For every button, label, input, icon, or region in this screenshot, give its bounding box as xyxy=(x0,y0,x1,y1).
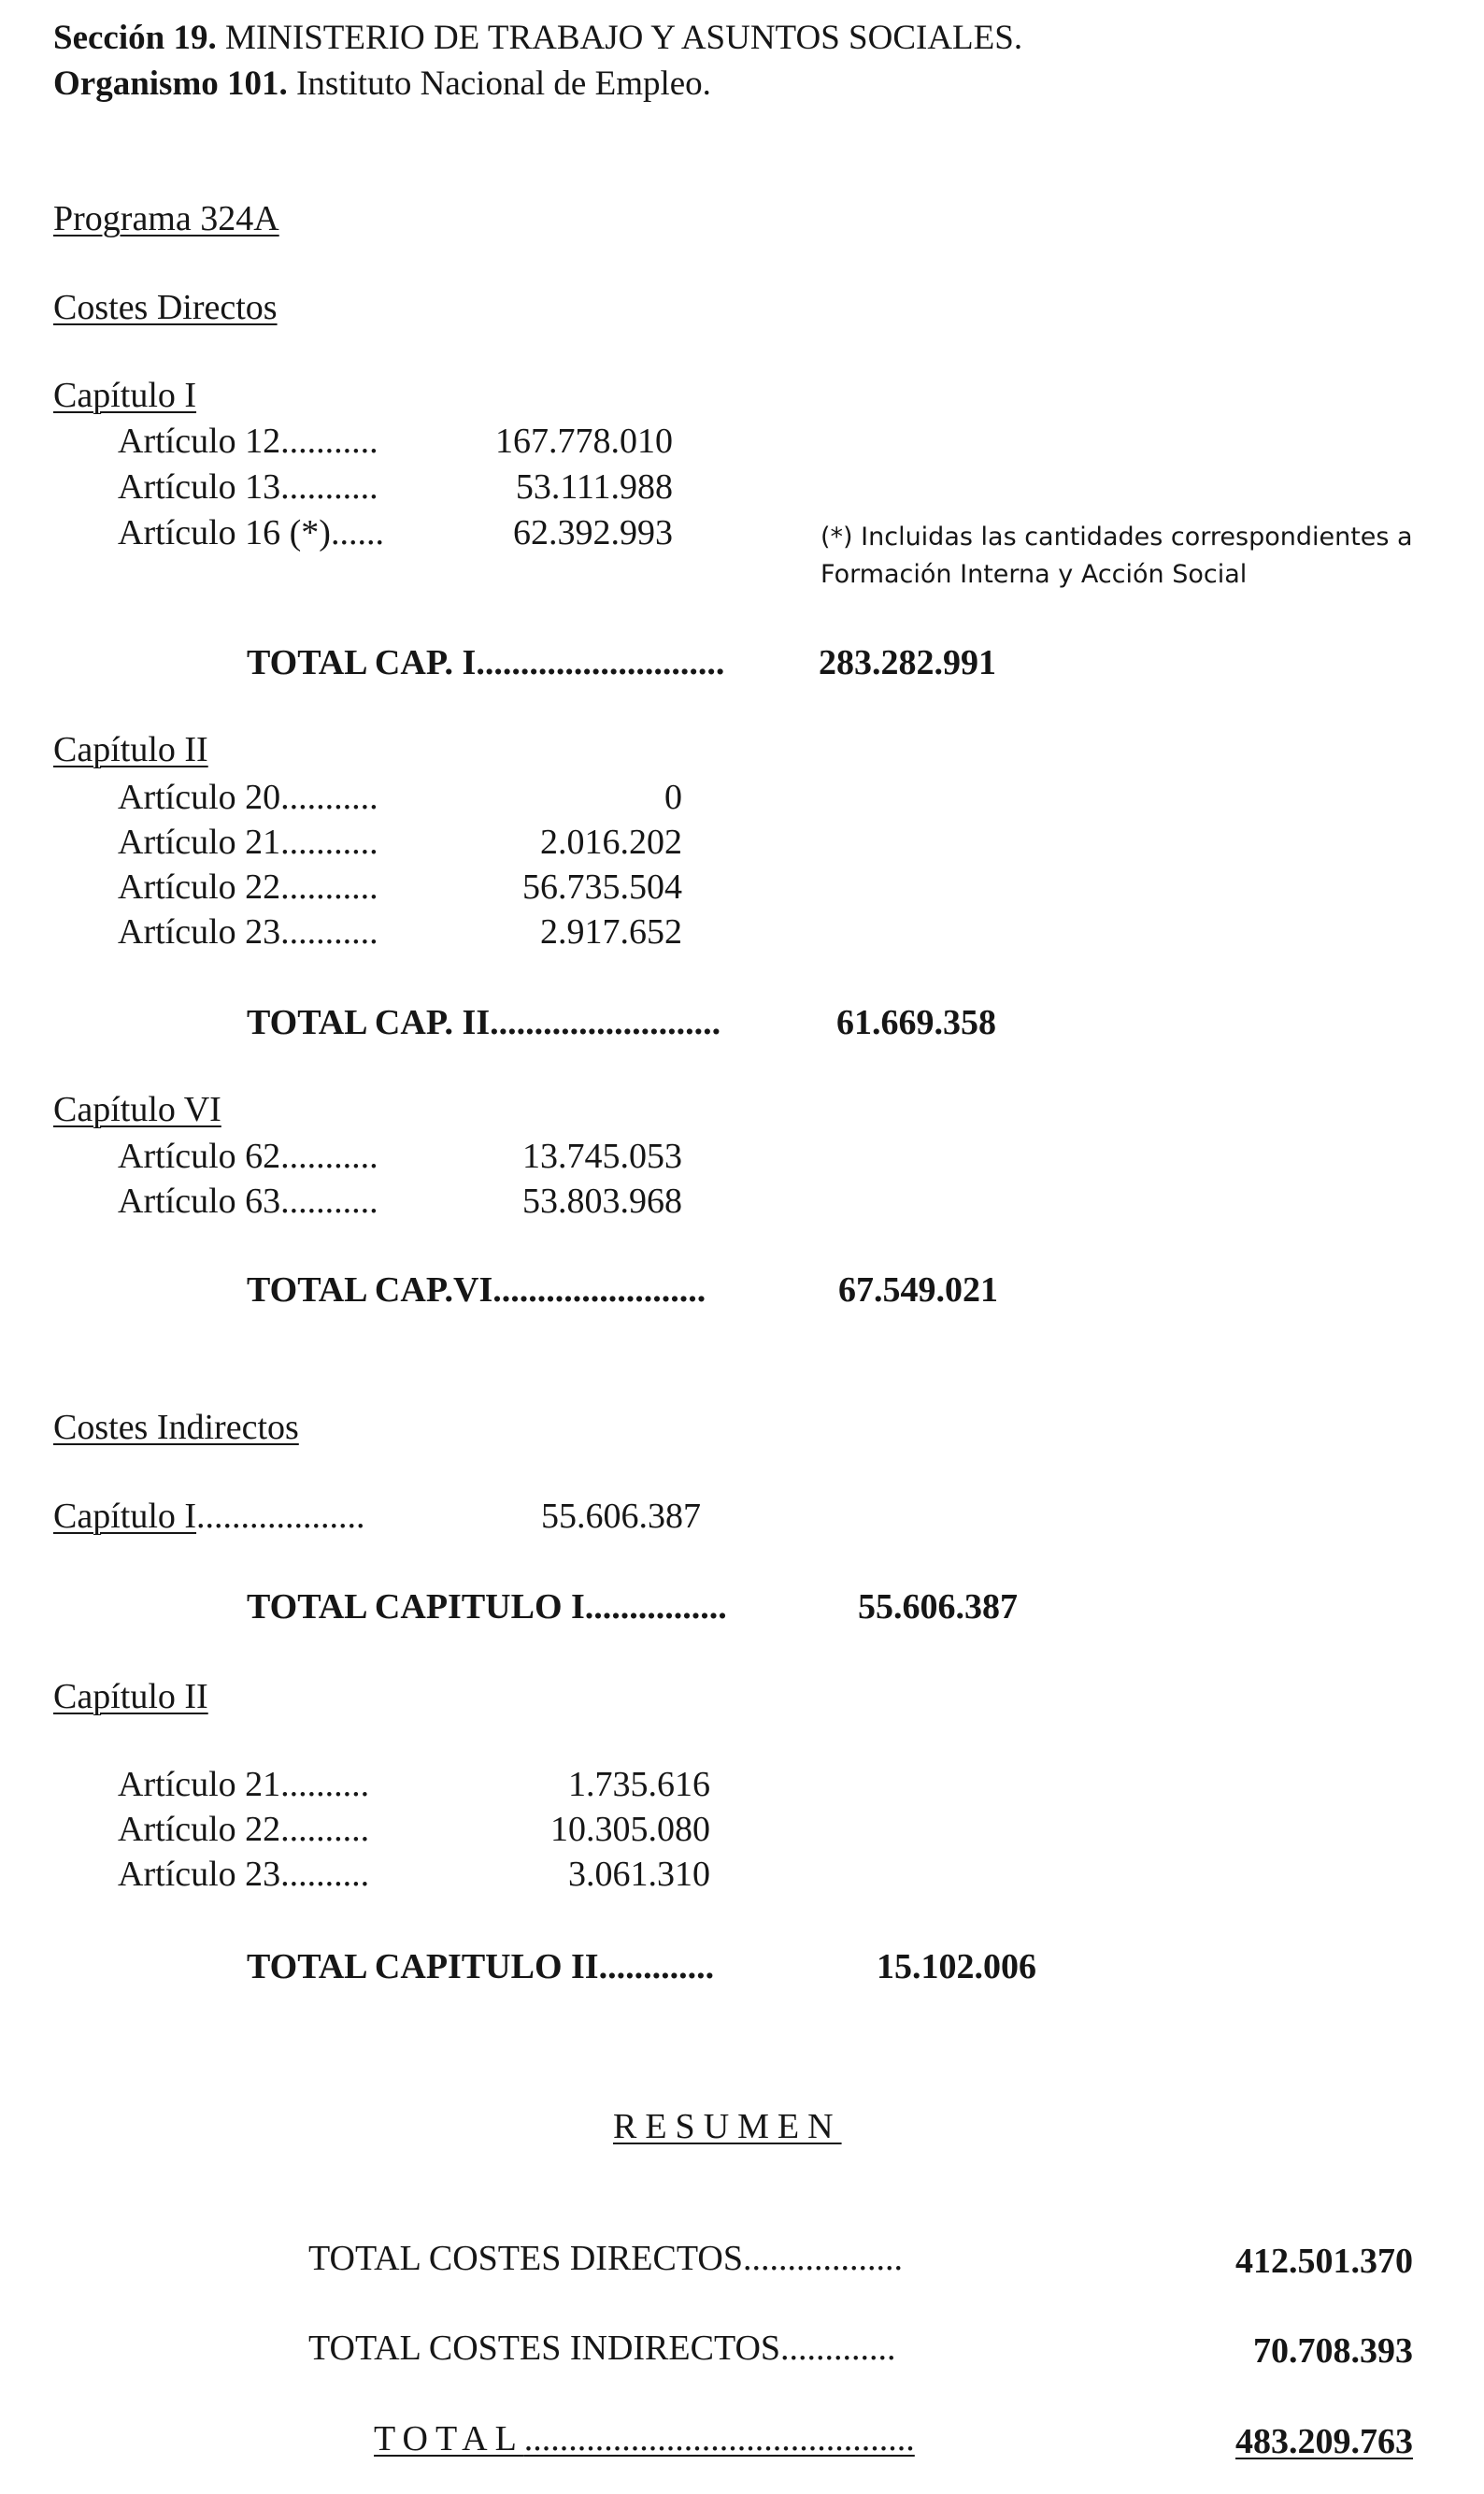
cd-capitulo-1-heading: Capítulo I xyxy=(53,376,197,415)
article-label: Artículo 12........... xyxy=(118,422,378,461)
article-value: 0 xyxy=(664,778,682,817)
costes-indirectos-heading: Costes Indirectos xyxy=(53,1408,299,1447)
article-value: 13.745.053 xyxy=(522,1137,682,1176)
organismo-line xyxy=(53,66,711,101)
article-value: 10.305.080 xyxy=(550,1810,710,1849)
total-costes-directos-value: 412.501.370 xyxy=(1235,2242,1413,2281)
grand-total-value: 483.209.763 xyxy=(1235,2422,1413,2461)
ci-capitulo-1-heading: Capítulo I xyxy=(53,1497,197,1536)
seccion-label: Sección 19. xyxy=(53,19,217,57)
total-cap-6-label: TOTAL CAP.VI........................ xyxy=(247,1270,706,1310)
ci-capitulo-1-line xyxy=(53,1498,365,1534)
article-label: Artículo 23.......... xyxy=(118,1855,370,1894)
total-capitulo-1-label: TOTAL CAPITULO I................ xyxy=(247,1587,727,1627)
total-costes-indirectos-value: 70.708.393 xyxy=(1253,2331,1413,2371)
total-cap-2-label: TOTAL CAP. II.......................... xyxy=(247,1003,721,1042)
ci-capitulo-1-value: 55.606.387 xyxy=(541,1497,701,1536)
grand-total-label: TOTAL xyxy=(374,2419,524,2458)
dot-leader: ............................................ xyxy=(523,2419,915,2458)
total-cap-1-value: 283.282.991 xyxy=(819,643,996,682)
article-value: 62.392.993 xyxy=(513,513,673,552)
article-label: Artículo 63........... xyxy=(118,1182,378,1221)
article-label: Artículo 22.......... xyxy=(118,1810,370,1849)
organismo-name: Instituto Nacional de Empleo. xyxy=(296,64,711,103)
article-value: 56.735.504 xyxy=(522,867,682,907)
article-label: Artículo 62........... xyxy=(118,1137,378,1176)
article-label: Artículo 16 (*)...... xyxy=(118,513,384,552)
article-label: Artículo 23........... xyxy=(118,912,378,952)
article-label: Artículo 21.......... xyxy=(118,1765,370,1804)
dot-leader: ................... xyxy=(196,1497,365,1536)
article-value: 2.016.202 xyxy=(540,823,682,862)
total-cap-1-label: TOTAL CAP. I............................ xyxy=(247,643,725,682)
article-value: 167.778.010 xyxy=(495,422,673,461)
total-capitulo-2-value: 15.102.006 xyxy=(877,1947,1036,1986)
article-value: 2.917.652 xyxy=(540,912,682,952)
cd-capitulo-2-heading: Capítulo II xyxy=(53,730,208,769)
article-value: 53.111.988 xyxy=(515,467,673,507)
seccion-line xyxy=(53,21,1022,55)
seccion-name: MINISTERIO DE TRABAJO Y ASUNTOS SOCIALES. xyxy=(224,19,1023,57)
footnote-line-2: Formación Interna y Acción Social xyxy=(820,560,1248,589)
total-cap-6-value: 67.549.021 xyxy=(838,1270,998,1310)
ci-capitulo-2-heading: Capítulo II xyxy=(53,1677,208,1716)
article-label: Artículo 13........... xyxy=(118,467,378,507)
grand-total-line xyxy=(374,2421,915,2457)
footnote-line-1: (*) Incluidas las cantidades correspondientes a xyxy=(820,523,1413,552)
costes-directos-heading: Costes Directos xyxy=(53,288,278,327)
article-label: Artículo 22........... xyxy=(118,867,378,907)
article-value: 53.803.968 xyxy=(522,1182,682,1221)
article-label: Artículo 21........... xyxy=(118,823,378,862)
cd-capitulo-6-heading: Capítulo VI xyxy=(53,1090,221,1129)
organismo-label: Organismo 101. xyxy=(53,64,288,103)
article-label: Artículo 20........... xyxy=(118,778,378,817)
total-costes-directos-label: TOTAL COSTES DIRECTOS.................. xyxy=(308,2239,903,2278)
programa-heading: Programa 324A xyxy=(53,199,279,238)
total-costes-indirectos-label: TOTAL COSTES INDIRECTOS............. xyxy=(308,2329,896,2368)
total-capitulo-2-label: TOTAL CAPITULO II............. xyxy=(247,1947,715,1986)
article-value: 3.061.310 xyxy=(568,1855,710,1894)
total-capitulo-1-value: 55.606.387 xyxy=(858,1587,1018,1627)
article-value: 1.735.616 xyxy=(568,1765,710,1804)
total-cap-2-value: 61.669.358 xyxy=(836,1003,996,1042)
resumen-heading: RESUMEN xyxy=(613,2107,842,2146)
